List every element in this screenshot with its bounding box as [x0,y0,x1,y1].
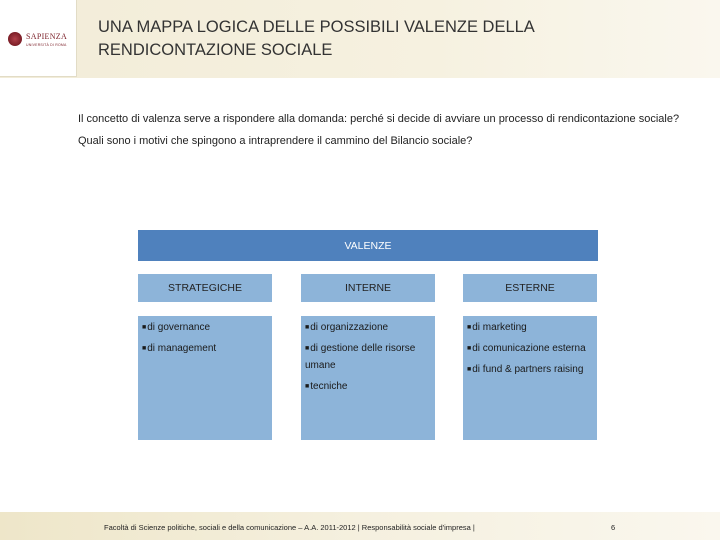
list-item-text: di governance [147,322,211,333]
list-item-text: di management [147,343,217,354]
column-heading-esterne: ESTERNE [463,274,597,302]
list-item-text: di comunicazione esterna [472,343,586,354]
list-item [142,340,266,357]
list-item [305,378,429,395]
column-box-esterne [463,316,597,440]
square-bullet-icon: ■ [467,324,472,331]
logo [0,0,77,77]
square-bullet-icon: ■ [142,324,147,331]
column-box-interne [301,316,435,440]
list-item [305,340,429,374]
logo-subtitle: UNIVERSITÀ DI ROMA [26,43,67,47]
list-item [467,340,591,357]
page-number: 6 [611,523,616,532]
column-box-strategiche [138,316,272,440]
list-item [467,319,591,336]
footer-text: Facoltà di Scienze politiche, sociali e della comunicazione – A.A. 2011-2012 | Responsabilità sociale d'impresa | [104,523,475,532]
list-item [305,319,429,336]
column-heading-interne: INTERNE [301,274,435,302]
logo-name: SAPIENZA [26,32,68,41]
slide-header [0,0,720,78]
square-bullet-icon: ■ [305,345,310,352]
list-item [142,319,266,336]
square-bullet-icon: ■ [305,324,310,331]
square-bullet-icon: ■ [467,366,472,373]
square-bullet-icon: ■ [467,345,472,352]
list-item [467,361,591,378]
list-item-text: di fund & partners raising [472,364,584,375]
list-item-text: di gestione delle risorse umane [305,343,416,371]
column-heading-strategiche: STRATEGICHE [138,274,272,302]
valenze-banner: VALENZE [138,230,598,261]
list-item-text: di marketing [472,322,527,333]
square-bullet-icon: ■ [142,345,147,352]
list-item-text: tecniche [310,381,348,392]
university-seal-icon [8,32,22,46]
list-item-text: di organizzazione [310,322,389,333]
square-bullet-icon: ■ [305,383,310,390]
slide-title: UNA MAPPA LOGICA DELLE POSSIBILI VALENZE DELLA RENDICONTAZIONE SOCIALE [98,18,534,59]
intro-paragraph: Il concetto di valenza serve a rispondere alla domanda: perché si decide di avviare un processo di rendicontazione sociale? Quali sono i motivi che spingono a intraprendere il cammino del Bilancio sociale? [78,113,680,147]
